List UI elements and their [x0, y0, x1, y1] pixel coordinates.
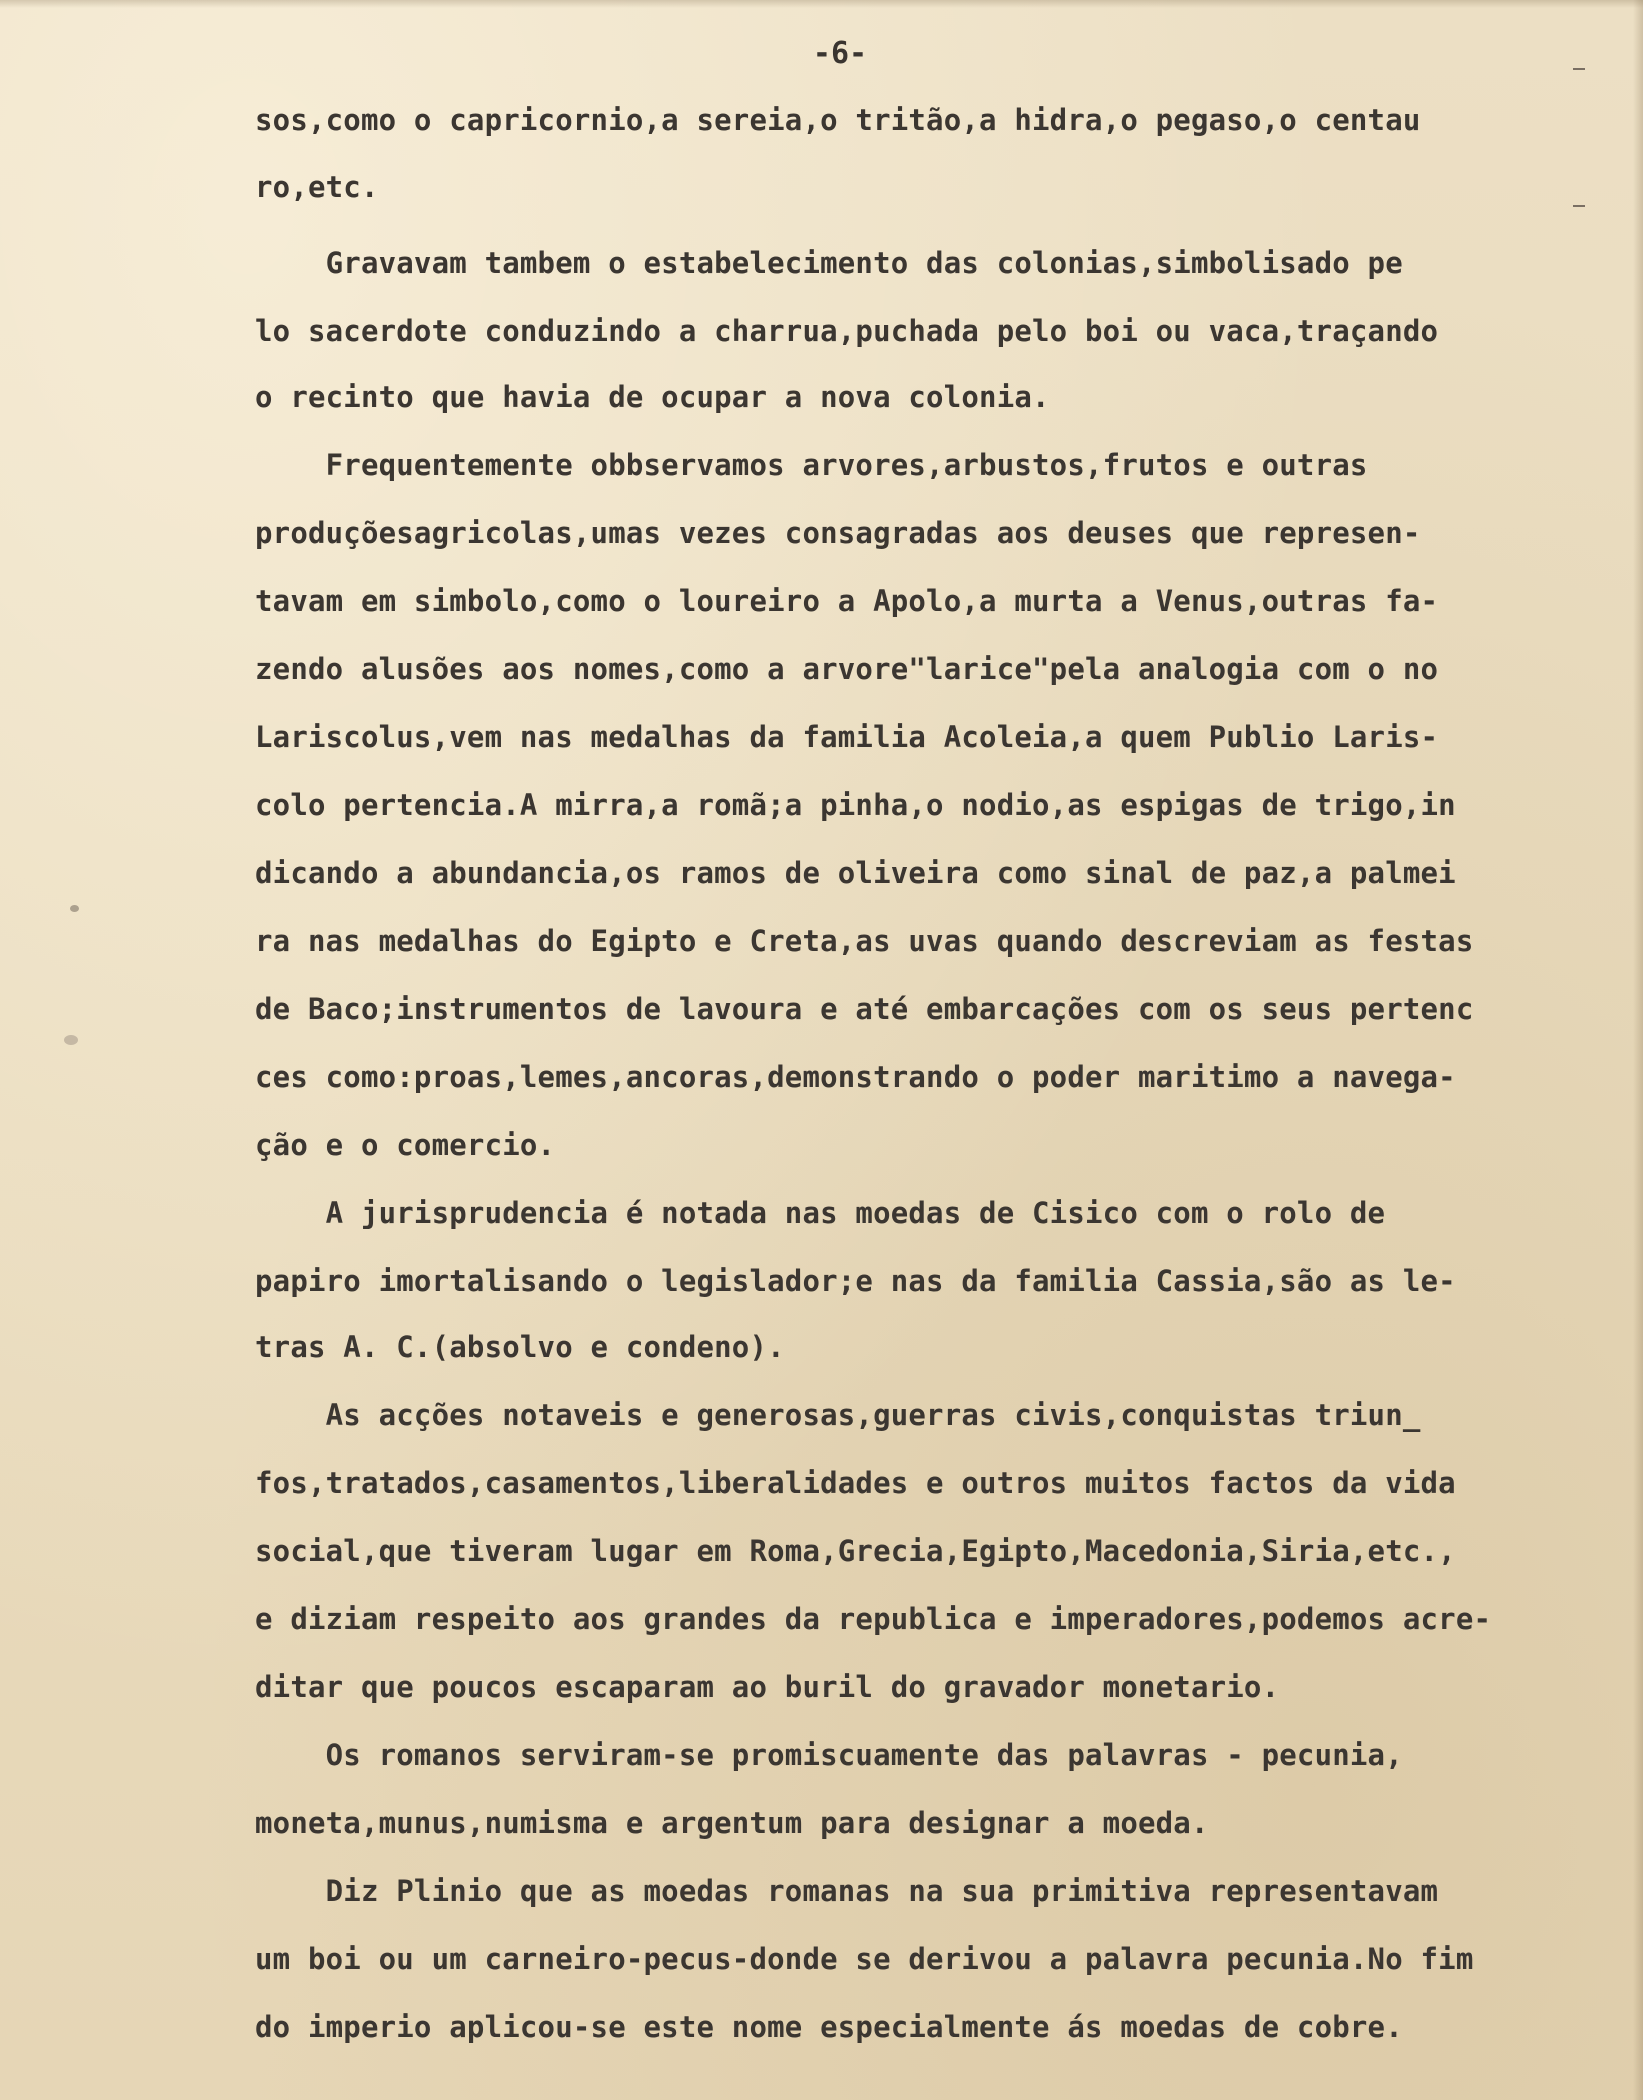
margin-mark [1573, 205, 1585, 207]
text-line: ces como:proas,lemes,ancoras,demonstrando o poder maritimo a navega- [255, 1060, 1456, 1094]
text-line: Gravavam tambem o estabelecimento das colonias,simbolisado pe [255, 246, 1403, 280]
text-line: ção e o comercio. [255, 1128, 556, 1162]
margin-mark [1573, 68, 1585, 70]
ink-smudge [64, 1035, 78, 1045]
page-number: -6- [812, 36, 868, 71]
text-line: um boi ou um carneiro-pecus-donde se derivou a palavra pecunia.No fim [255, 1942, 1474, 1976]
text-line: lo sacerdote conduzindo a charrua,puchada pelo boi ou vaca,traçando [255, 314, 1439, 348]
text-line: Frequentemente obbservamos arvores,arbustos,frutos e outras [255, 448, 1368, 482]
paper-right-shadow [1633, 0, 1643, 2100]
text-line: zendo alusões aos nomes,como a arvore"larice"pela analogia com o no [255, 652, 1439, 686]
text-line: fos,tratados,casamentos,liberalidades e outros muitos factos da vida [255, 1466, 1456, 1500]
text-line: papiro imortalisando o legislador;e nas da familia Cassia,são as le- [255, 1264, 1456, 1298]
text-line: tavam em simbolo,como o loureiro a Apolo,a murta a Venus,outras fa- [255, 584, 1439, 618]
ink-smudge [70, 905, 79, 912]
text-line: A jurisprudencia é notada nas moedas de Cisico com o rolo de [255, 1196, 1386, 1230]
text-line: sos,como o capricornio,a sereia,o tritão,a hidra,o pegaso,o centau [255, 103, 1421, 137]
paper-top-shadow [0, 0, 1643, 8]
text-line: colo pertencia.A mirra,a romã;a pinha,o nodio,as espigas de trigo,in [255, 788, 1456, 822]
text-line: de Baco;instrumentos de lavoura e até embarcações com os seus pertenc [255, 992, 1474, 1026]
text-line: e diziam respeito aos grandes da republica e imperadores,podemos acre- [255, 1602, 1492, 1636]
text-line: ro,etc. [255, 170, 379, 204]
text-line: social,que tiveram lugar em Roma,Grecia,Egipto,Macedonia,Siria,etc., [255, 1534, 1456, 1568]
text-line: Os romanos serviram-se promiscuamente das palavras - pecunia, [255, 1738, 1403, 1772]
text-line: do imperio aplicou-se este nome especialmente ás moedas de cobre. [255, 2010, 1403, 2044]
text-line: tras A. C.(absolvo e condeno). [255, 1330, 785, 1364]
text-line: Diz Plinio que as moedas romanas na sua primitiva representavam [255, 1874, 1439, 1908]
text-line: ditar que poucos escaparam ao buril do gravador monetario. [255, 1670, 1280, 1704]
text-line: moneta,munus,numisma e argentum para designar a moeda. [255, 1806, 1209, 1840]
text-line: produçõesagricolas,umas vezes consagradas aos deuses que represen- [255, 516, 1421, 550]
text-line: ra nas medalhas do Egipto e Creta,as uvas quando descreviam as festas [255, 924, 1474, 958]
text-line: Lariscolus,vem nas medalhas da familia Acoleia,a quem Publio Laris- [255, 720, 1439, 754]
text-line: As acções notaveis e generosas,guerras civis,conquistas triun_ [255, 1398, 1421, 1432]
text-line: dicando a abundancia,os ramos de oliveira como sinal de paz,a palmei [255, 856, 1456, 890]
text-line: o recinto que havia de ocupar a nova colonia. [255, 380, 1050, 414]
